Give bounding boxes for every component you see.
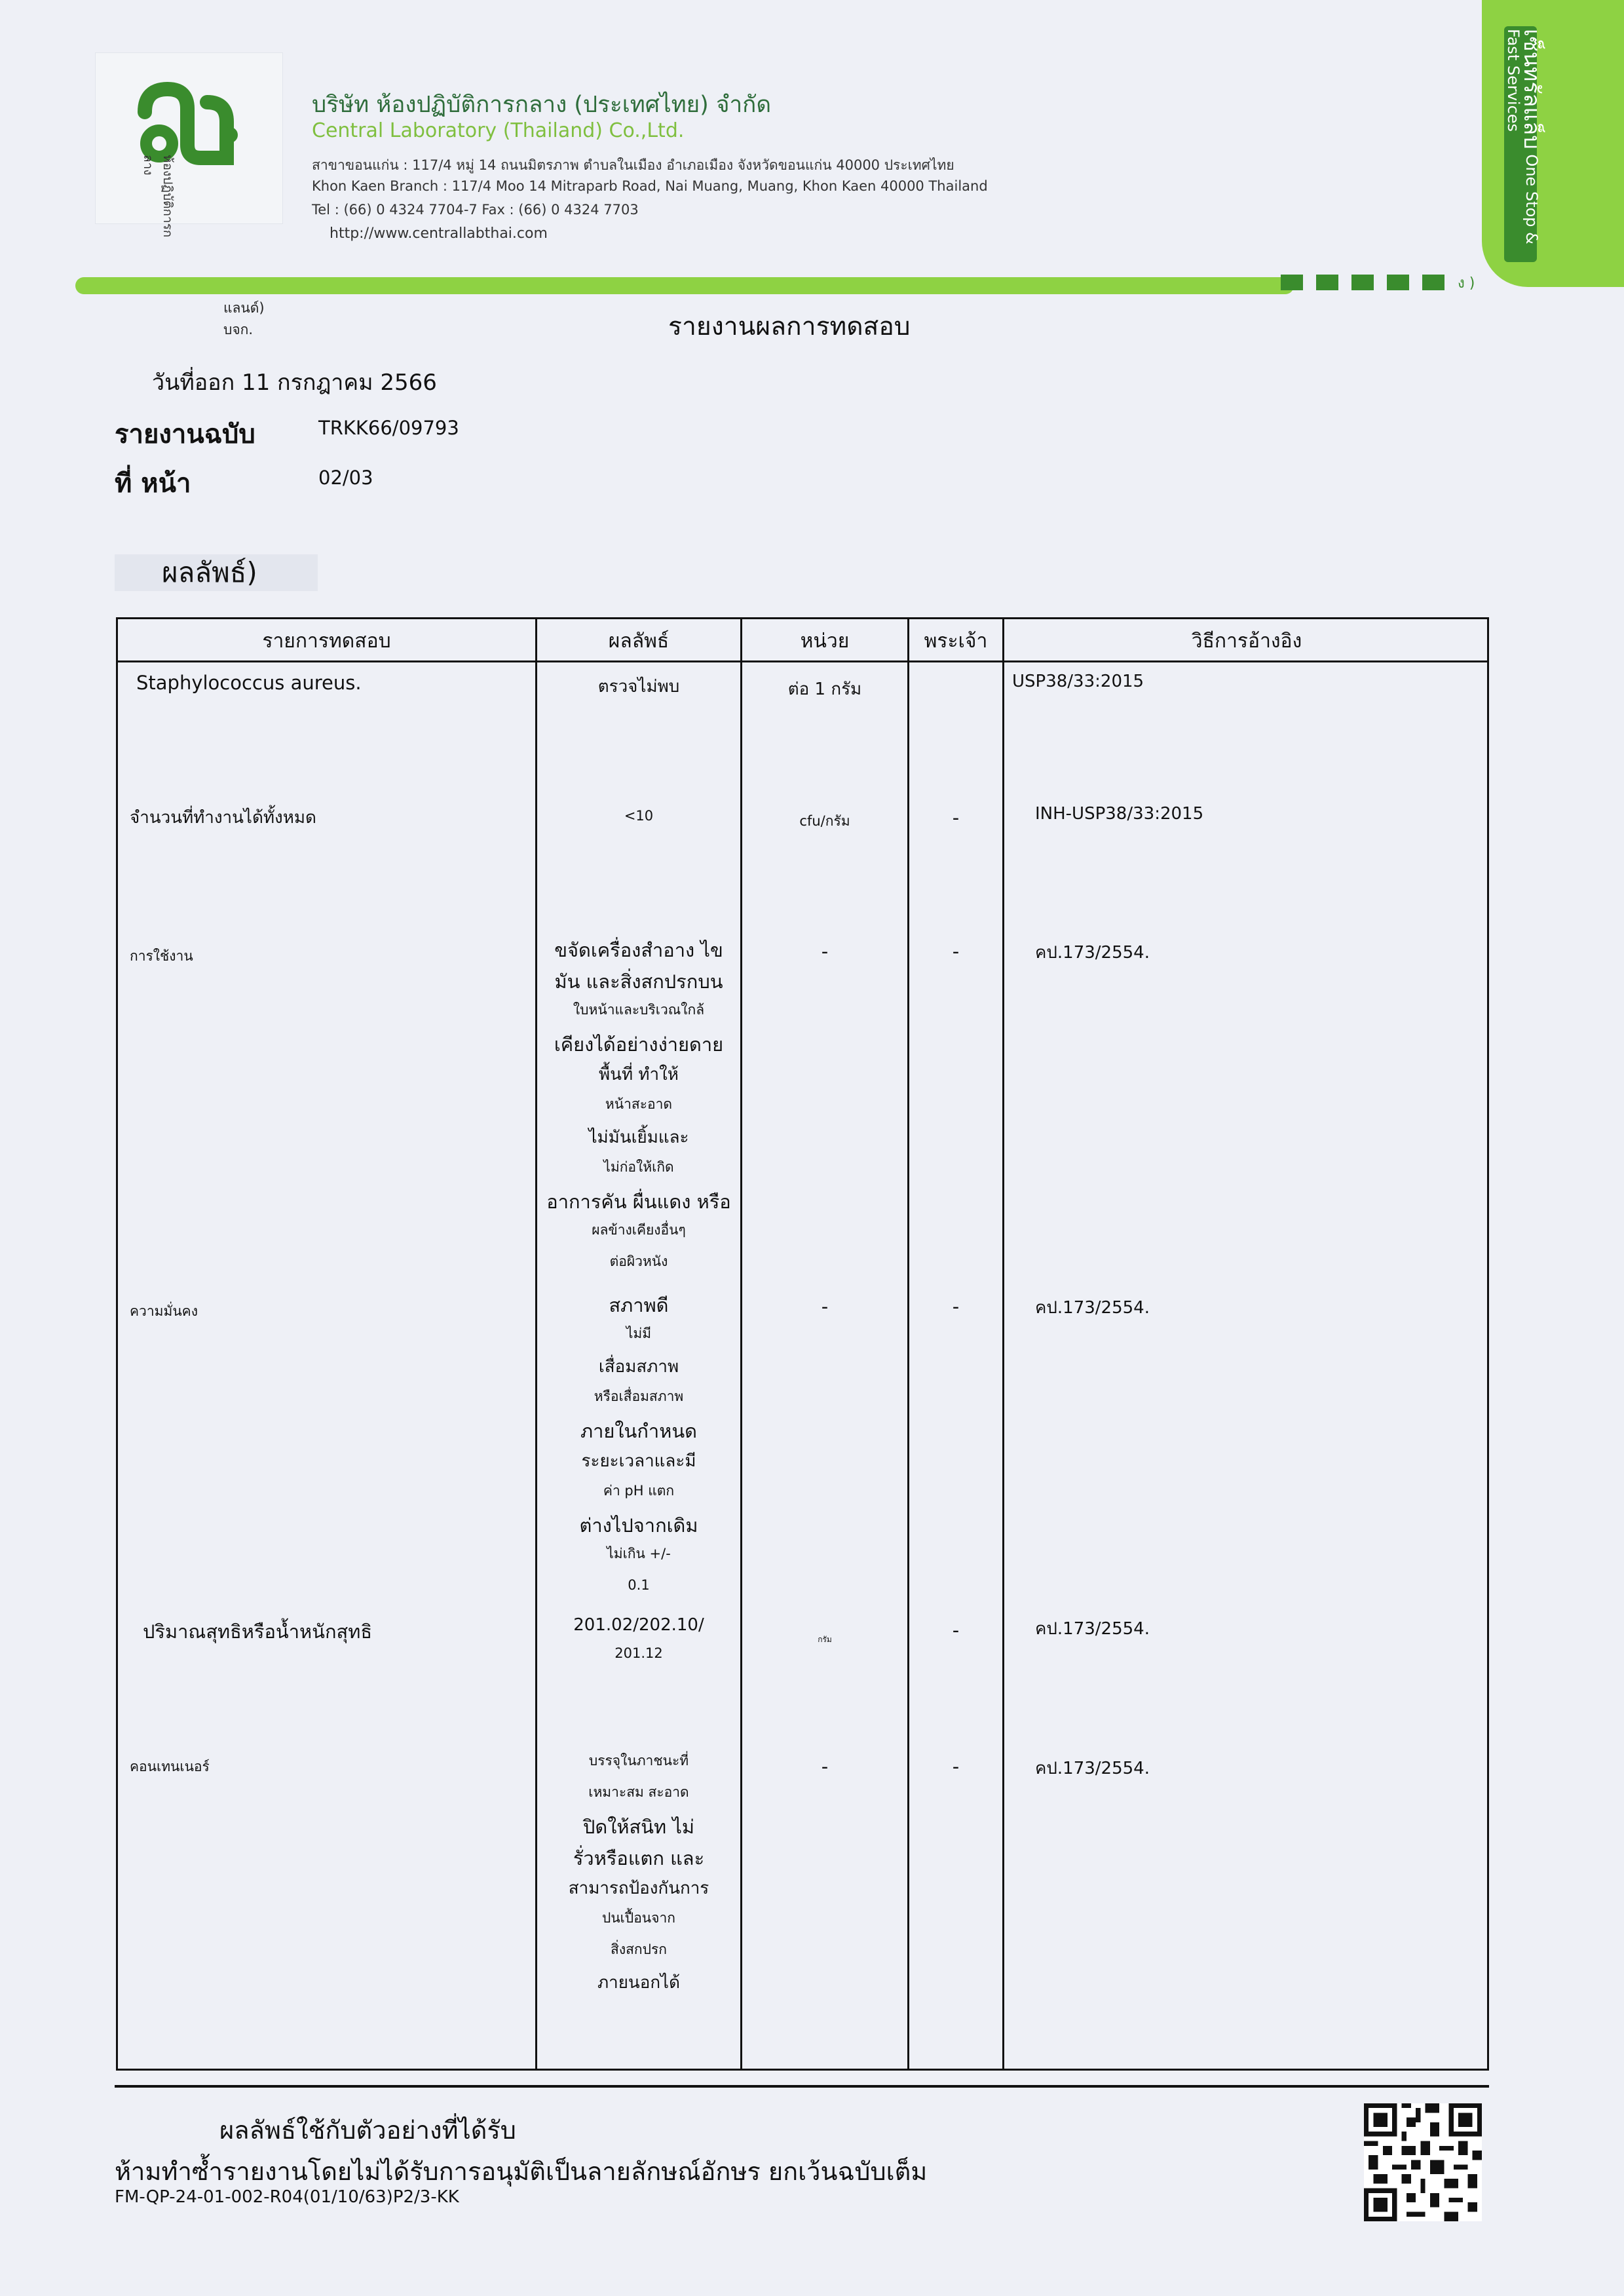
column-header-method: วิธีการอ้างอิง — [1191, 630, 1302, 653]
result-line: ต่อผิวหนัง — [609, 1253, 668, 1269]
result-line: ผลข้างเคียงอื่นๆ — [592, 1222, 686, 1238]
report-title: รายงานผลการทดสอบ — [668, 312, 911, 341]
header-green-bar — [75, 277, 1294, 294]
result-line: บรรจุในภาชนะที่ — [588, 1753, 689, 1769]
result-line: ค่า pH แตก — [603, 1483, 675, 1499]
address-english: Khon Kaen Branch : 117/4 Moo 14 Mitraparb Road, Nai Muang, Muang, Khon Kaen 40000 Thailand — [312, 178, 988, 194]
report-number-label: รายงานฉบับ — [115, 419, 255, 450]
table-row-item: ความมั่นคง — [130, 1303, 198, 1319]
result-line: อาการคัน ผื่นแดง หรือ — [546, 1191, 731, 1213]
table-row-result — [537, 939, 740, 1285]
company-logo — [95, 52, 283, 337]
table-row-spec: - — [952, 940, 960, 963]
result-line: เสื่อมสภาพ — [598, 1357, 679, 1377]
result-line: ระยะเวลาและมี — [581, 1451, 696, 1471]
column-header-test-item: รายการทดสอบ — [262, 630, 391, 653]
table-row-unit: กรัม — [818, 1635, 832, 1644]
result-line: หรือเสื่อมสภาพ — [594, 1388, 684, 1404]
contact-phone: Tel : (66) 0 4324 7704-7 Fax : (66) 0 4324 7703 — [312, 202, 639, 218]
result-line: มัน และสิ่งสกปรกบน — [554, 970, 723, 993]
results-table — [116, 617, 1489, 2071]
column-header-result: ผลลัพธ์ — [608, 630, 670, 653]
table-row-result: ตรวจไม่พบ — [597, 677, 680, 697]
table-row-unit: cfu/กรัม — [799, 813, 850, 829]
bar-tail-text: ง ) — [1458, 275, 1475, 292]
table-row-item: คอนเทนเนอร์ — [130, 1759, 210, 1774]
table-row-unit: - — [821, 940, 829, 963]
table-row-method: INH-USP38/33:2015 — [1035, 804, 1204, 824]
result-line: รั่วหรือแตก และ — [573, 1847, 705, 1869]
issue-date: วันที่ออก 11 กรกฎาคม 2566 — [152, 370, 437, 396]
table-row-spec: - — [952, 1755, 960, 1778]
table-row-spec: - — [952, 807, 960, 829]
side-brand-text — [1504, 29, 1545, 265]
company-name-english: Central Laboratory (Thailand) Co.,Ltd. — [312, 119, 685, 142]
table-row-result — [537, 1294, 740, 1609]
result-line: ต่างไปจากเดิม — [579, 1514, 698, 1537]
result-line: หน้าสะอาด — [605, 1096, 673, 1112]
column-divider — [907, 619, 909, 2069]
footer-note-results: ผลลัพธ์ใช้กับตัวอย่างที่ได้รับ — [219, 2116, 516, 2145]
footer-divider — [115, 2085, 1489, 2088]
side-brand-tab — [1482, 0, 1624, 287]
side-slogan: One Stop & Fast Services — [1504, 29, 1541, 244]
result-line: ขจัดเครื่องสำอาง ไข — [554, 939, 723, 961]
column-divider — [740, 619, 742, 2069]
table-row-unit: ต่อ 1 กรัม — [787, 679, 862, 699]
table-row-spec: - — [952, 1619, 960, 1641]
result-line: เหมาะสม สะอาด — [588, 1784, 689, 1800]
company-name-thai: บริษัท ห้องปฏิบัติการกลาง (ประเทศไทย) จำกัด — [312, 92, 772, 118]
result-line: ภายนอกได้ — [597, 1973, 681, 1993]
website-link[interactable]: http://www.centrallabthai.com — [330, 225, 548, 242]
result-line: ไม่ก่อให้เกิด — [603, 1159, 674, 1175]
result-line: ปนเปื้อนจาก — [602, 1910, 675, 1926]
table-row-method: คป.173/2554. — [1035, 1619, 1150, 1639]
header-divider — [118, 660, 1487, 662]
results-heading: ผลลัพธ์) — [115, 554, 318, 591]
result-line: 201.12 — [614, 1645, 663, 1661]
table-row-result — [537, 1753, 740, 2004]
result-line: ไม่มี — [626, 1326, 652, 1341]
column-divider — [1002, 619, 1004, 2069]
logo-side-text: ห้องปฏิบัติการกลาง — [141, 155, 175, 238]
table-row-method: คป.173/2554. — [1035, 1759, 1150, 1778]
table-row-unit: - — [821, 1755, 829, 1778]
table-row-item: จำนวนที่ทำงานได้ทั้งหมด — [130, 808, 316, 828]
result-line: สามารถป้องกันการ — [568, 1879, 709, 1898]
table-row-method: USP38/33:2015 — [1012, 672, 1144, 691]
side-brand-name: เซ็นทรัลแล็บ — [1519, 29, 1545, 149]
result-line: ภายในกำหนด — [580, 1420, 697, 1442]
qr-code-icon — [1364, 2103, 1482, 2221]
result-line: ไม่เกิน +/- — [607, 1546, 671, 1561]
result-line: ใบหน้าและบริเวณใกล้ — [573, 1002, 705, 1018]
result-line: สิ่งสกปรก — [611, 1942, 667, 1957]
result-line: ปิดให้สนิท ไม่ — [582, 1816, 695, 1838]
table-row-result: <10 — [624, 808, 654, 824]
result-line: 0.1 — [628, 1577, 650, 1593]
table-row-item: การใช้งาน — [130, 948, 193, 964]
report-number: TRKK66/09793 — [318, 417, 459, 439]
page-label: ที่ หน้า — [115, 469, 191, 499]
table-row-item: ปริมาณสุทธิหรือน้ำหนักสุทธิ — [143, 1620, 373, 1643]
result-line: สภาพดี — [609, 1294, 669, 1316]
result-line: เคียงได้อย่างง่ายดาย — [554, 1033, 724, 1056]
logo-foot-text: แลนด์) บจก. — [223, 300, 265, 337]
form-code: FM-QP-24-01-002-R04(01/10/63)P2/3-KK — [115, 2187, 459, 2207]
result-line: 201.02/202.10/ — [573, 1615, 704, 1635]
header-bar-blocks — [1281, 273, 1475, 292]
table-row-spec: - — [952, 1295, 960, 1318]
table-row-method: คป.173/2554. — [1035, 943, 1150, 963]
table-row-unit: - — [821, 1295, 829, 1318]
table-row-result — [537, 1615, 740, 1672]
table-row-item: Staphylococcus aureus. — [136, 672, 362, 694]
result-line: พื้นที่ ทำให้ — [599, 1065, 679, 1084]
table-row-method: คป.173/2554. — [1035, 1298, 1150, 1318]
column-header-spec: พระเจ้า — [924, 630, 988, 653]
page-number: 02/03 — [318, 467, 373, 489]
address-thai: สาขาขอนแก่น : 117/4 หมู่ 14 ถนนมิตรภาพ ตำบลในเมือง อำเภอเมือง จังหวัดขอนแก่น 40000 ประเทศไทย — [312, 157, 954, 173]
result-line: ไม่มันเยิ้มและ — [588, 1128, 689, 1147]
column-header-unit: หน่วย — [800, 630, 850, 653]
footer-note-reproduction: ห้ามทำซ้ำรายงานโดยไม่ได้รับการอนุมัติเป็นลายลักษณ์อักษร ยกเว้นฉบับเต็ม — [115, 2157, 928, 2186]
